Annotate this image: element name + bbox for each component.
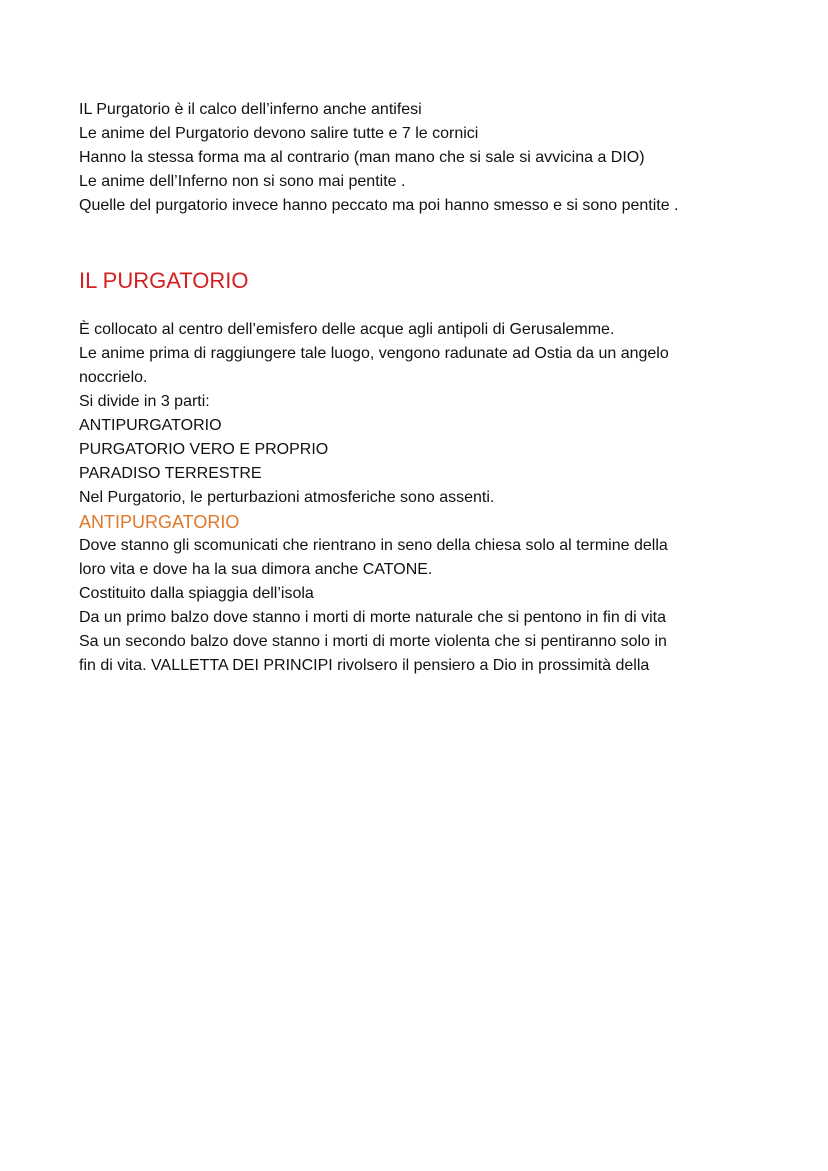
list-item-purgatorio-vero: PURGATORIO VERO E PROPRIO: [79, 441, 329, 458]
text-line: Sa un secondo balzo dove stanno i morti di morte violenta che si pentiranno solo in: [79, 633, 667, 650]
text-line: Costituito dalla spiaggia dell’isola: [79, 585, 314, 602]
text-line: Le anime del Purgatorio devono salire tutte e 7 le cornici: [79, 125, 479, 142]
text-line: noccrielo.: [79, 369, 148, 386]
intro-paragraph: [79, 98, 779, 218]
section-heading-purgatorio: IL PURGATORIO: [79, 268, 249, 293]
list-item-antipurgatorio: ANTIPURGATORIO: [79, 417, 222, 434]
list-item-paradiso-terrestre: PARADISO TERRESTRE: [79, 465, 262, 482]
text-line: IL Purgatorio è il calco dell’inferno anche antifesi: [79, 101, 422, 118]
text-line: Da un primo balzo dove stanno i morti di morte naturale che si pentono in fin di vita: [79, 609, 666, 626]
text-line: È collocato al centro dell’emisfero delle acque agli antipoli di Gerusalemme.: [79, 321, 615, 338]
text-line: fin di vita. VALLETTA DEI PRINCIPI rivolsero il pensiero a Dio in prossimità della: [79, 657, 650, 674]
text-line: Le anime prima di raggiungere tale luogo, vengono radunate ad Ostia da un angelo: [79, 345, 669, 362]
purgatorio-body: [79, 318, 779, 678]
text-line: Quelle del purgatorio invece hanno peccato ma poi hanno smesso e si sono pentite .: [79, 197, 679, 214]
text-line: Si divide in 3 parti:: [79, 393, 210, 410]
subsection-heading-antipurgatorio: ANTIPURGATORIO: [79, 512, 240, 532]
text-line: Dove stanno gli scomunicati che rientrano in seno della chiesa solo al termine della: [79, 537, 668, 554]
text-line: loro vita e dove ha la sua dimora anche CATONE.: [79, 561, 433, 578]
text-line: Le anime dell’Inferno non si sono mai pentite .: [79, 173, 406, 190]
text-line: Nel Purgatorio, le perturbazioni atmosferiche sono assenti.: [79, 489, 495, 506]
text-line: Hanno la stessa forma ma al contrario (man mano che si sale si avvicina a DIO): [79, 149, 645, 166]
